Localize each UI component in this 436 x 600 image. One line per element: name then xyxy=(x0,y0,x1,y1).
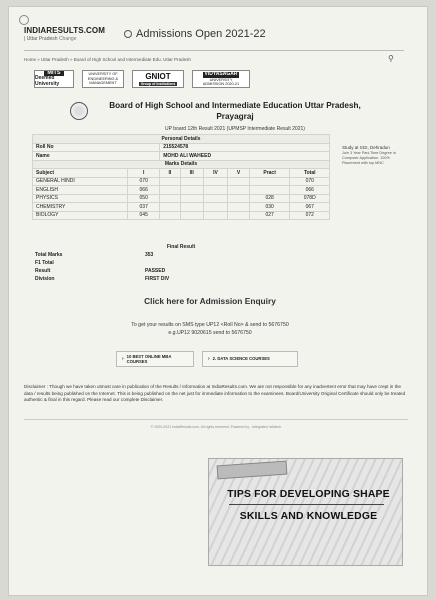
cell-v xyxy=(228,186,250,195)
table-row xyxy=(33,186,330,195)
search-icon[interactable]: ⚲ xyxy=(388,54,394,63)
cell-ii xyxy=(160,194,180,203)
course-links xyxy=(116,351,298,367)
cell-iv xyxy=(203,177,227,186)
ad-banner-row xyxy=(34,70,274,88)
logo-text: INDIARESULTS.COM xyxy=(24,26,106,35)
name-label: Name xyxy=(33,152,160,161)
cell-i: 037 xyxy=(128,203,160,212)
cell-pract xyxy=(249,177,290,186)
table-row xyxy=(33,177,330,186)
ad-vu-line3: ADMISSION 2020-21 xyxy=(202,81,240,86)
ad-uem-line2: ENGINEERING & xyxy=(87,76,119,81)
total-marks-label: Total Marks xyxy=(35,252,63,258)
ad-vidyasagar[interactable] xyxy=(192,70,250,88)
banner-title-line2: SKILLS AND KNOWLEDGE xyxy=(239,511,378,522)
cell-pract: 028 xyxy=(249,194,290,203)
board-seal-icon xyxy=(70,102,88,120)
ad-gniot[interactable] xyxy=(132,70,184,88)
cell-v xyxy=(228,194,250,203)
cell-pract: 027 xyxy=(249,211,290,220)
ad-vu-title: VIDYASAGAR xyxy=(204,70,238,77)
final-result-table xyxy=(32,243,330,283)
roll-value: 215524578 xyxy=(160,143,330,152)
cell-v xyxy=(228,203,250,212)
ad-uem-line1: UNIVERSITY OF xyxy=(88,72,118,77)
cell-total: 067 xyxy=(290,203,330,212)
board-title-line2: Prayagraj xyxy=(216,112,254,122)
sms-example: e.g.UP12 9020615 send to 5676750 xyxy=(168,330,252,336)
ad-uem[interactable] xyxy=(82,70,124,88)
cell-i: 070 xyxy=(128,177,160,186)
cell-iv xyxy=(203,203,227,212)
ad-gniot-title: GNIOT xyxy=(145,72,171,82)
site-header xyxy=(24,26,404,48)
table-row xyxy=(33,211,330,220)
marks-details-heading: Marks Details xyxy=(33,160,330,169)
admission-enquiry-link[interactable]: Click here for Admission Enquiry xyxy=(144,296,276,306)
admissions-link[interactable] xyxy=(124,28,266,40)
board-title xyxy=(95,100,375,122)
result-label: Result xyxy=(35,268,51,274)
cell-total: 072 xyxy=(290,211,330,220)
cell-total: 066 xyxy=(290,186,330,195)
board-title-line1: Board of High School and Intermediate Education Uttar Pradesh, xyxy=(109,101,361,110)
banner-title-line1: TIPS FOR DEVELOPING SHAPE xyxy=(227,489,390,500)
course-label-line1: 10 BEST ONLINE MBA xyxy=(126,353,172,359)
cell-i: 066 xyxy=(128,186,160,195)
cell-iv xyxy=(203,194,227,203)
division-value: FIRST DIV xyxy=(145,276,170,282)
cell-iii xyxy=(180,186,203,195)
cell-ii xyxy=(160,211,180,220)
course-link-mba[interactable] xyxy=(116,351,194,367)
total-marks-value: 353 xyxy=(145,252,154,258)
hole-punch-mark xyxy=(19,15,29,25)
breadcrumb[interactable]: Home » Uttar Pradesh » Board of High School and Intermediate Edu. Uttar Pradesh xyxy=(24,57,191,62)
ad-uem-line3: MANAGEMENT xyxy=(89,81,117,86)
col-total: Total xyxy=(290,169,330,178)
table-row xyxy=(33,194,330,203)
ad-gniot-sub: Group of Institutions xyxy=(140,81,176,86)
col-i: I xyxy=(128,169,160,178)
cell-i: 045 xyxy=(128,211,160,220)
disclaimer-text: Disclaimer : Though we have taken utmost care in publication of the Results / Information at IndiaResults.com. We are not responsible for any inadvertent error that may have crept in the data / results being published on the Internet. This is being published on the net just for immediate information to the examinees. Board/University Original Certificate should only be treated authentic & final in this regard. Please read our complete Disclaimer. xyxy=(24,384,406,403)
footer-divider xyxy=(24,419,408,420)
cell-subject: CHEMISTRY xyxy=(33,203,128,212)
cell-ii xyxy=(160,177,180,186)
cell-subject: PHYSICS xyxy=(33,194,128,203)
f1-total-label: F1 Total xyxy=(35,260,54,266)
ad-vu-line2: UNIVERSITY xyxy=(209,77,233,82)
course-label: 2. DATA SCIENCE COURSES xyxy=(212,356,270,362)
division-label: Division xyxy=(35,276,55,282)
result-subtitle: UP board 12th Result 2021 (UPMSP Intermediate Result 2021) xyxy=(165,126,305,132)
col-v: V xyxy=(228,169,250,178)
col-ii: II xyxy=(160,169,180,178)
cell-iii xyxy=(180,211,203,220)
cell-iii xyxy=(180,177,203,186)
side-ad-title: Study at SGI, Dehradun xyxy=(342,145,390,150)
col-iv: IV xyxy=(203,169,227,178)
ad-mits-sub: Deemed University xyxy=(35,75,60,88)
change-link[interactable]: Change xyxy=(58,36,77,42)
cell-pract xyxy=(249,186,290,195)
cell-i: 050 xyxy=(128,194,160,203)
ad-mits[interactable] xyxy=(34,70,74,88)
ad-mits-title: MITS xyxy=(44,70,63,76)
cell-ii xyxy=(160,203,180,212)
cell-subject: ENGLISH xyxy=(33,186,128,195)
personal-details-heading: Personal Details xyxy=(33,135,330,144)
side-ad-sgi[interactable] xyxy=(342,145,408,166)
cap-icon xyxy=(124,30,132,38)
sms-instructions: To get your results on SMS type UP12 <Roll No> & send to 5676750 xyxy=(131,322,289,328)
location-selector[interactable] xyxy=(24,36,105,42)
result-table xyxy=(32,134,330,220)
course-label-line2: COURSES xyxy=(126,359,148,364)
table-row xyxy=(33,203,330,212)
cell-iv xyxy=(203,211,227,220)
location-label: | Uttar Pradesh xyxy=(24,36,58,42)
cell-subject: BIOLOGY xyxy=(33,211,128,220)
header-divider xyxy=(24,50,404,51)
admissions-label: Admissions Open 2021-22 xyxy=(136,28,266,40)
roll-label: Roll No xyxy=(33,143,160,152)
col-pract: Pract xyxy=(249,169,290,178)
cell-pract: 030 xyxy=(249,203,290,212)
cell-iv xyxy=(203,186,227,195)
cell-iii xyxy=(180,194,203,203)
marks-header-row xyxy=(33,169,330,178)
side-ad-text: Join 3 Year Part-Time Degree in Computer Application. 100% Placement with top MNC xyxy=(342,150,396,165)
cell-v xyxy=(228,211,250,220)
chevron-right-icon: › xyxy=(122,355,124,362)
cell-total: 078D xyxy=(290,194,330,203)
final-result-heading: Final Result xyxy=(166,244,196,250)
promo-banner[interactable] xyxy=(208,458,403,566)
cell-v xyxy=(228,177,250,186)
cell-ii xyxy=(160,186,180,195)
copyright-text: © 2000-2021 IndiaResults.com, All rights reserved. Powered by : Integrated Infotech xyxy=(150,425,282,429)
site-logo[interactable] xyxy=(24,26,105,42)
cell-subject: GENERAL HINDI xyxy=(33,177,128,186)
col-subject: Subject xyxy=(33,169,128,178)
col-iii: III xyxy=(180,169,203,178)
result-value: PASSED xyxy=(145,268,166,274)
cell-total: 070 xyxy=(290,177,330,186)
banner-divider xyxy=(229,504,384,505)
chevron-right-icon: › xyxy=(208,355,210,362)
course-link-data-science[interactable] xyxy=(202,351,298,367)
f1-total-value xyxy=(142,259,330,267)
cell-iii xyxy=(180,203,203,212)
name-value: MOHD ALI WAHEED xyxy=(160,152,330,161)
